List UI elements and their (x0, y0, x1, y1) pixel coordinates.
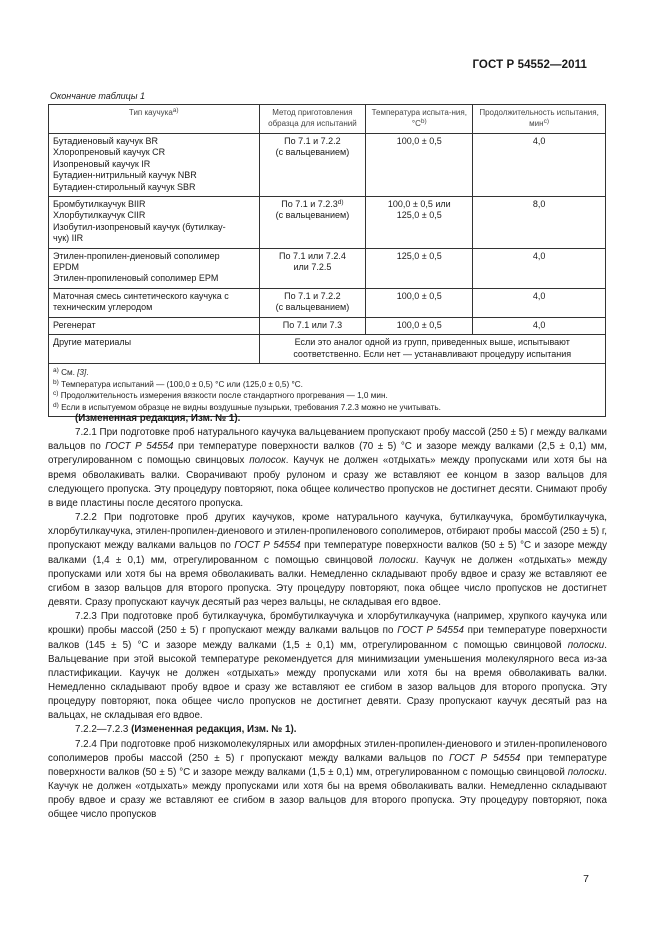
page-number: 7 (583, 873, 589, 885)
table-row (49, 248, 606, 288)
table-row (49, 134, 606, 197)
cell-method: По 7.1 и 7.2.2 (с вальцеванием) (259, 288, 366, 317)
cell-type: Этилен-пропилен-диеновый сополимер EPDM Этилен-пропиленовый сополимер EPM (49, 248, 260, 288)
cell-duration: 8,0 (473, 197, 606, 249)
paragraph-7-2-2: 7.2.2 При подготовке проб других каучуков, кроме натурального каучука, бутилкаучука, бромбутилкаучука, хлорбутилкаучука, этилен-пропилен-диенового и этилен-пропиленового сополимеров, отбирают пробы массой (250 ± 5) г, пропускают между валками вальцов по ГОСТ Р 54554 при температуре поверхности валков (50 ± 5) °С и зазоре между валками (1,4 ± 0,1) мм, отрегулированном с помощью свинцовой полоски. Каучук не должен «отдыхать» между пропусками или хотя бы на время обволакивать валки. Немедленно складывают пробу вдвое и сразу же вставляют ее сгибом в зазор вальцов для второго пропуска. Эту процедуру повторяют, пока общее число пропусков не достигнет девяти. Сразу пропускают каучук десятый раз через вальцы, не складывая его вдвое. (48, 512, 607, 609)
cell-duration: 4,0 (473, 317, 606, 334)
cell-type: Маточная смесь синтетического каучука с техническим углеродом (49, 288, 260, 317)
paragraph-7-2-3: 7.2.3 При подготовке проб бутилкаучука, бромбутилкаучука и хлорбутилкаучука (например, хрупкого каучука или крошки) пробы массой (250 ± 5) г пропускают между валками вальцов по ГОСТ Р 54554 при температуре поверхности валков (145 ± 5) °С и зазоре между валками (1,5 ± 0,1) мм, отрегулированном с помощью свинцовой полоски. Вальцевание при этой высокой температуре рекомендуется для минимизации уменьшения молекулярного веса из-за пластификации. Каучук не должен «отдыхать» между пропусками или хотя бы на время обволакивать валки. Немедленно складывают пробу вдвое и сразу же вставляют ее сгибом в зазор вальцов для второго пропуска. Эту процедуру повторяют, пока общее число пропусков не достигнет девяти. Сразу пропускают каучук десятый раз на вальцах, не складывая его вдвое. (48, 611, 607, 722)
cell-temperature: 100,0 ± 0,5 (366, 288, 473, 317)
cell-method: По 7.1 и 7.2.2 (с вальцеванием) (259, 134, 366, 197)
table-header-row (49, 105, 606, 134)
cell-type: Другие материалы (49, 335, 260, 364)
cell-other-note: Если это аналог одной из групп, приведенных выше, испытывают соответственно. Если нет — устанавливают процедуру испытания (259, 335, 606, 364)
paragraph-7-2-1: 7.2.1 При подготовке проб натурального каучука вальцеванием пропускают пробу массой (250 ± 5) г между валками вальцов по ГОСТ Р 54554 при температуре поверхности валков (70 ± 5) °С и зазоре между валками (2,5 ± 0,1) мм, отрегулированном с помощью свинцовых полосок. Каучук не должен «отдыхать» между пропусками или хотя бы на время обволакивать валки. Сворачивают пробу рулоном и сразу же вставляют ее концом в зазор вальцов для следующего пропуска. Эту процедуру повторяют, пока общее количество пропусков не достигнет десяти. Снимают пробу в виде пластины после десятого пропуска. (48, 427, 608, 509)
col-header-type: Тип каучука$^{a)}$ (49, 105, 260, 134)
table-caption: Окончание таблицы 1 (50, 91, 145, 101)
amendment-note: (Измененная редакция, Изм. № 1). (75, 413, 241, 424)
cell-type: Регенерат (49, 317, 260, 334)
table-footnotes (49, 363, 606, 416)
cell-method: По 7.1 или 7.3 (259, 317, 366, 334)
cell-temperature: 125,0 ± 0,5 (366, 248, 473, 288)
paragraph-7-2-4: 7.2.4 При подготовке проб низкомолекулярных или аморфных этилен-пропилен-диенового и этилен-пропиленового сополимеров пробы массой (250 ± 5) г пропускают между валками вальцов по ГОСТ Р 54554 при температуре поверхности валков (50 ± 5) °С и зазоре между валками (1,5 ± 0,1) мм, отрегулированном с помощью свинцовой полоски. Каучук не должен «отдыхать» между пропусками или хотя бы на время обволакивать валки. Немедленно складывают пробу вдвое и сразу же вставляют ее сгибом в зазор вальцов для второго пропуска. Эту процедуру повторяют, пока общее число пропусков (48, 738, 607, 821)
rubber-test-table (48, 104, 606, 417)
col-header-duration: Продолжительность испытания, мин$^{c)}$ (473, 105, 606, 134)
cell-method: По 7.1 или 7.2.4 или 7.2.5 (259, 248, 366, 288)
table-row (49, 317, 606, 334)
cell-duration: 4,0 (473, 288, 606, 317)
cell-temperature: 100,0 ± 0,5 или 125,0 ± 0,5 (366, 197, 473, 249)
cell-type: Бромбутилкаучук BIIR Хлорбутилкаучук CIIR Изобутил-изопреновый каучук (бутилкау- чук) IIR (49, 197, 260, 249)
cell-temperature: 100,0 ± 0,5 (366, 134, 473, 197)
cell-duration: 4,0 (473, 134, 606, 197)
col-header-method: Метод приготовления образца для испытаний (259, 105, 366, 134)
standard-header: ГОСТ Р 54552—2011 (472, 59, 587, 71)
cell-type: Бутадиеновый каучук BR Хлоропреновый каучук CR Изопреновый каучук IR Бутадиен-нитрильный каучук NBR Бутадиен-стирольный каучук SBR (49, 134, 260, 197)
footnote-b: $^{b)}$ Температура испытаний — (100,0 ± 0,5) °С или (125,0 ± 0,5) °С. (53, 378, 303, 389)
body-text (48, 412, 607, 823)
cell-method: По 7.1 и 7.2.3$^{d)}$ (с вальцеванием) (259, 197, 366, 249)
col-header-temperature: Температура испыта-ния, $^\circ С^{b)}$ (366, 105, 473, 134)
footnote-a: $^{a)}$ См. [3]. (53, 366, 89, 377)
footnote-c: $^{c)}$ Продолжительность измерения вязкости после стандартного прогревания — 1,0 мин. (53, 390, 388, 401)
amendment-note-7-2-2-7-2-3: 7.2.2—7.2.3 (Измененная редакция, Изм. № 1). (75, 724, 297, 736)
table-row (49, 197, 606, 249)
footnote-d: $^{d)}$ Если в испытуемом образце не видны воздушные пузырьки, требования 7.2.3 можно не учитывать. (53, 401, 441, 412)
table-row-other (49, 335, 606, 364)
table-row (49, 288, 606, 317)
cell-duration: 4,0 (473, 248, 606, 288)
cell-temperature: 100,0 ± 0,5 (366, 317, 473, 334)
